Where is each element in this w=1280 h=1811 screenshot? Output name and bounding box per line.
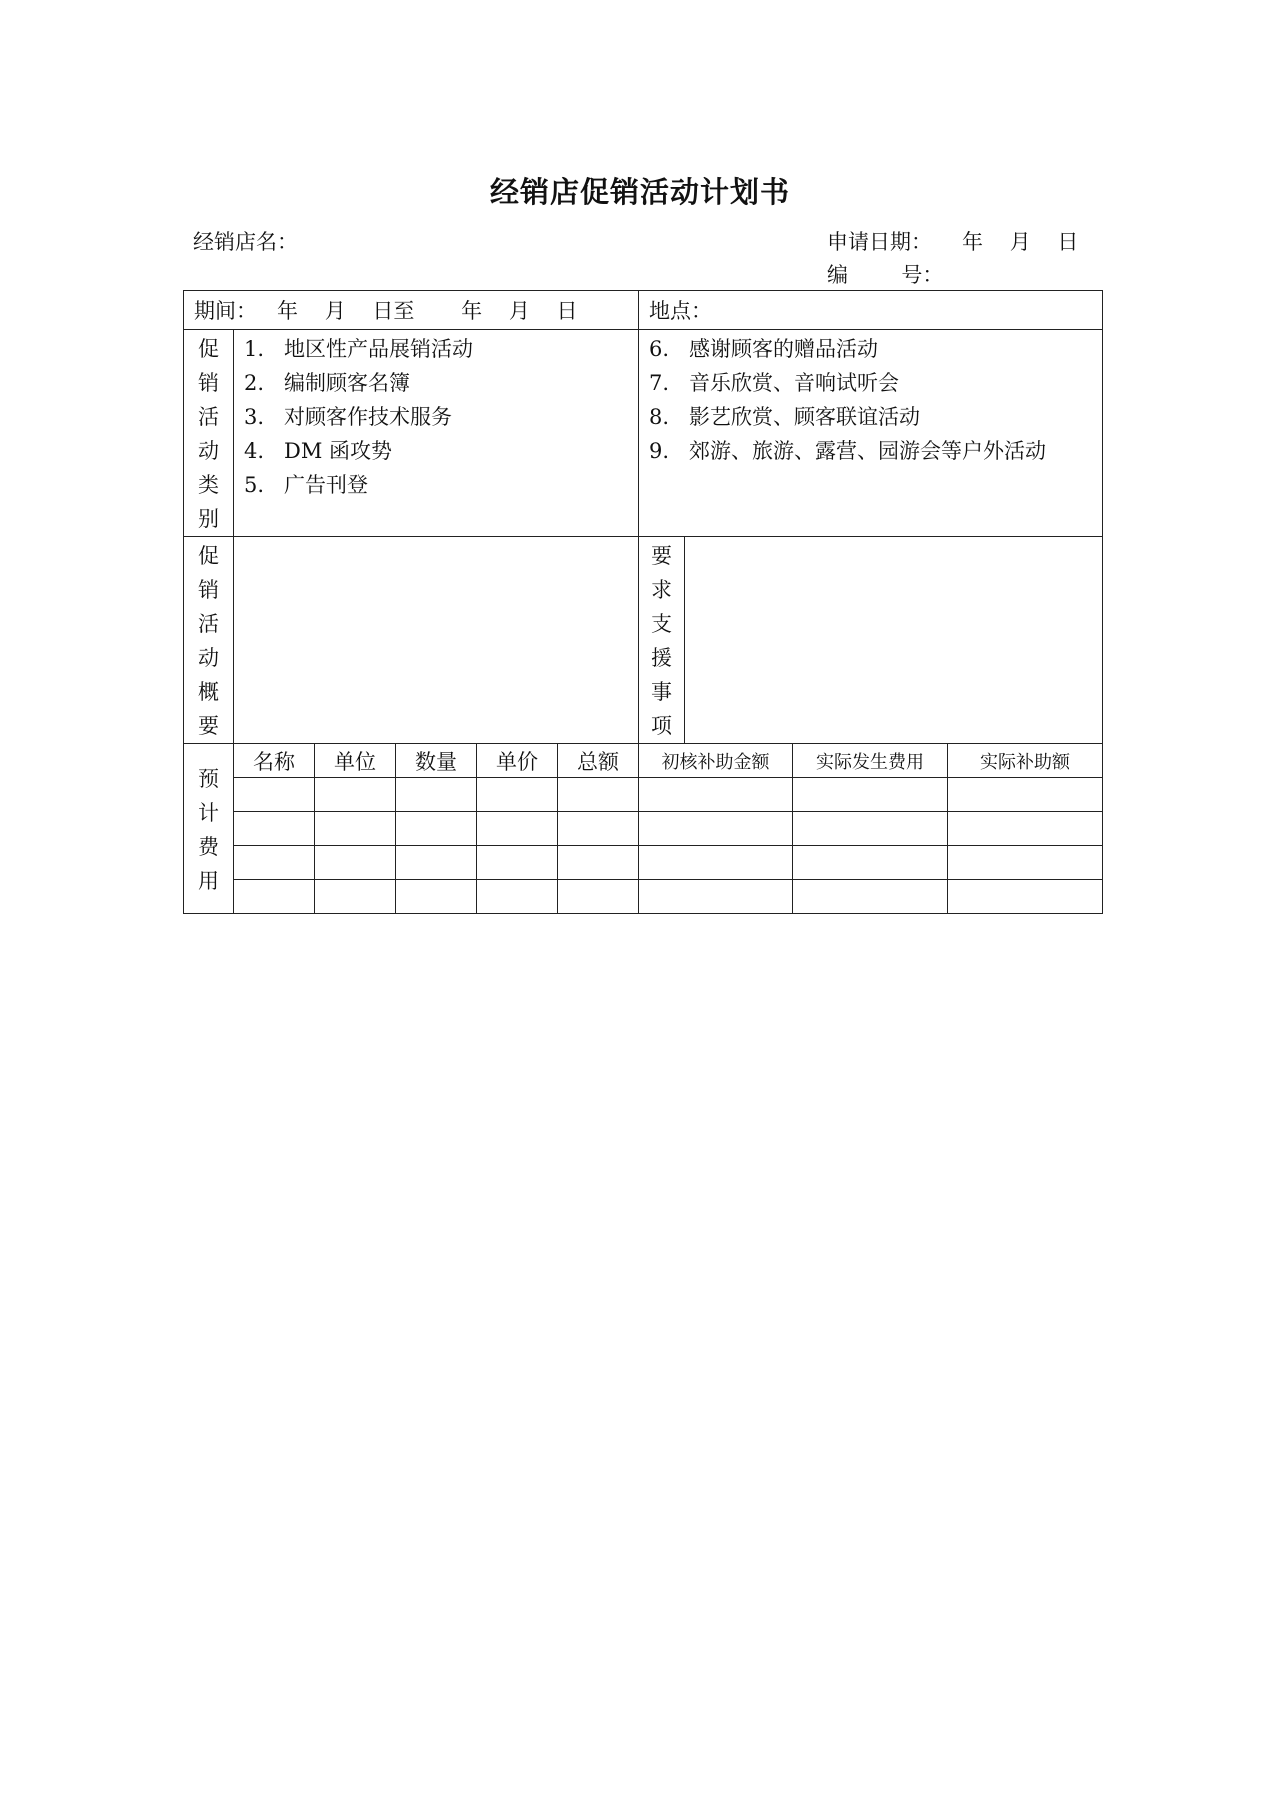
table-row (184, 812, 1103, 846)
cell[interactable] (639, 778, 793, 812)
period-label: 期间： (194, 299, 257, 323)
apply-date-fields: 年 月 日 (962, 230, 1079, 254)
cell[interactable] (639, 846, 793, 880)
cell[interactable] (315, 846, 396, 880)
location-cell[interactable] (639, 291, 1103, 330)
header-actual-subsidy: 实际补助额 (948, 744, 1103, 778)
cell[interactable] (558, 812, 639, 846)
cell[interactable] (396, 880, 477, 914)
dealer-name-label: 经销店名： (193, 230, 298, 254)
cell[interactable] (477, 846, 558, 880)
number-label: 编 号： (827, 263, 944, 287)
cell[interactable] (793, 778, 948, 812)
promotion-plan-form (183, 290, 1103, 914)
cell[interactable] (315, 812, 396, 846)
list-item[interactable]: 8. 影艺欣赏、顾客联谊活动 (649, 405, 921, 429)
period-cell[interactable] (184, 291, 639, 330)
header-name: 名称 (234, 744, 315, 778)
cell[interactable] (315, 778, 396, 812)
cell[interactable] (793, 812, 948, 846)
cell[interactable] (477, 778, 558, 812)
cell[interactable] (234, 846, 315, 880)
period-row (184, 291, 1103, 330)
support-field[interactable] (685, 537, 1103, 744)
cell[interactable] (315, 880, 396, 914)
list-item[interactable]: 2. 编制顾客名簿 (244, 371, 410, 395)
cell[interactable] (396, 846, 477, 880)
list-item[interactable]: 6. 感谢顾客的赠品活动 (649, 337, 879, 361)
cell[interactable] (639, 812, 793, 846)
table-row (184, 778, 1103, 812)
header-unit-price: 单价 (477, 744, 558, 778)
period-fields: 年 月 日至 年 月 日 (257, 299, 578, 323)
summary-row (184, 537, 1103, 744)
cell[interactable] (639, 880, 793, 914)
cost-header-row (184, 744, 1103, 778)
category-row (184, 330, 1103, 537)
list-item[interactable]: 4. DM 函攻势 (244, 439, 393, 463)
cell[interactable] (396, 812, 477, 846)
cell[interactable] (793, 846, 948, 880)
category-label: 促 销 活 动 类 别 (184, 330, 234, 537)
cell[interactable] (948, 812, 1103, 846)
cost-label: 预 计 费 用 (184, 744, 234, 914)
header-actual-cost: 实际发生费用 (793, 744, 948, 778)
header-unit: 单位 (315, 744, 396, 778)
cell[interactable] (948, 846, 1103, 880)
list-item[interactable]: 7. 音乐欣赏、音响试听会 (649, 371, 900, 395)
list-item[interactable]: 1. 地区性产品展销活动 (244, 337, 473, 361)
cell[interactable] (558, 880, 639, 914)
cell[interactable] (948, 778, 1103, 812)
header-total: 总额 (558, 744, 639, 778)
cell[interactable] (477, 812, 558, 846)
table-row (184, 880, 1103, 914)
cell[interactable] (558, 846, 639, 880)
header-quantity: 数量 (396, 744, 477, 778)
header-initial-subsidy: 初核补助金额 (639, 744, 793, 778)
cell[interactable] (396, 778, 477, 812)
cell[interactable] (948, 880, 1103, 914)
cell[interactable] (793, 880, 948, 914)
list-item[interactable]: 9. 郊游、旅游、露营、园游会等户外活动 (649, 439, 1047, 463)
summary-field[interactable] (234, 537, 639, 744)
apply-date-label: 申请日期： (827, 230, 932, 254)
category-list-left (234, 330, 639, 537)
list-item[interactable]: 3. 对顾客作技术服务 (244, 405, 452, 429)
cell[interactable] (234, 778, 315, 812)
cell[interactable] (234, 880, 315, 914)
cell[interactable] (558, 778, 639, 812)
location-label: 地点： (649, 299, 713, 323)
cell[interactable] (234, 812, 315, 846)
support-label: 要 求 支 援 事 项 (639, 537, 685, 744)
list-item[interactable]: 5. 广告刊登 (244, 473, 368, 497)
category-list-right (639, 330, 1103, 537)
document-title: 经销店促销活动计划书 (489, 175, 790, 209)
summary-label: 促 销 活 动 概 要 (184, 537, 234, 744)
cell[interactable] (477, 880, 558, 914)
table-row (184, 846, 1103, 880)
